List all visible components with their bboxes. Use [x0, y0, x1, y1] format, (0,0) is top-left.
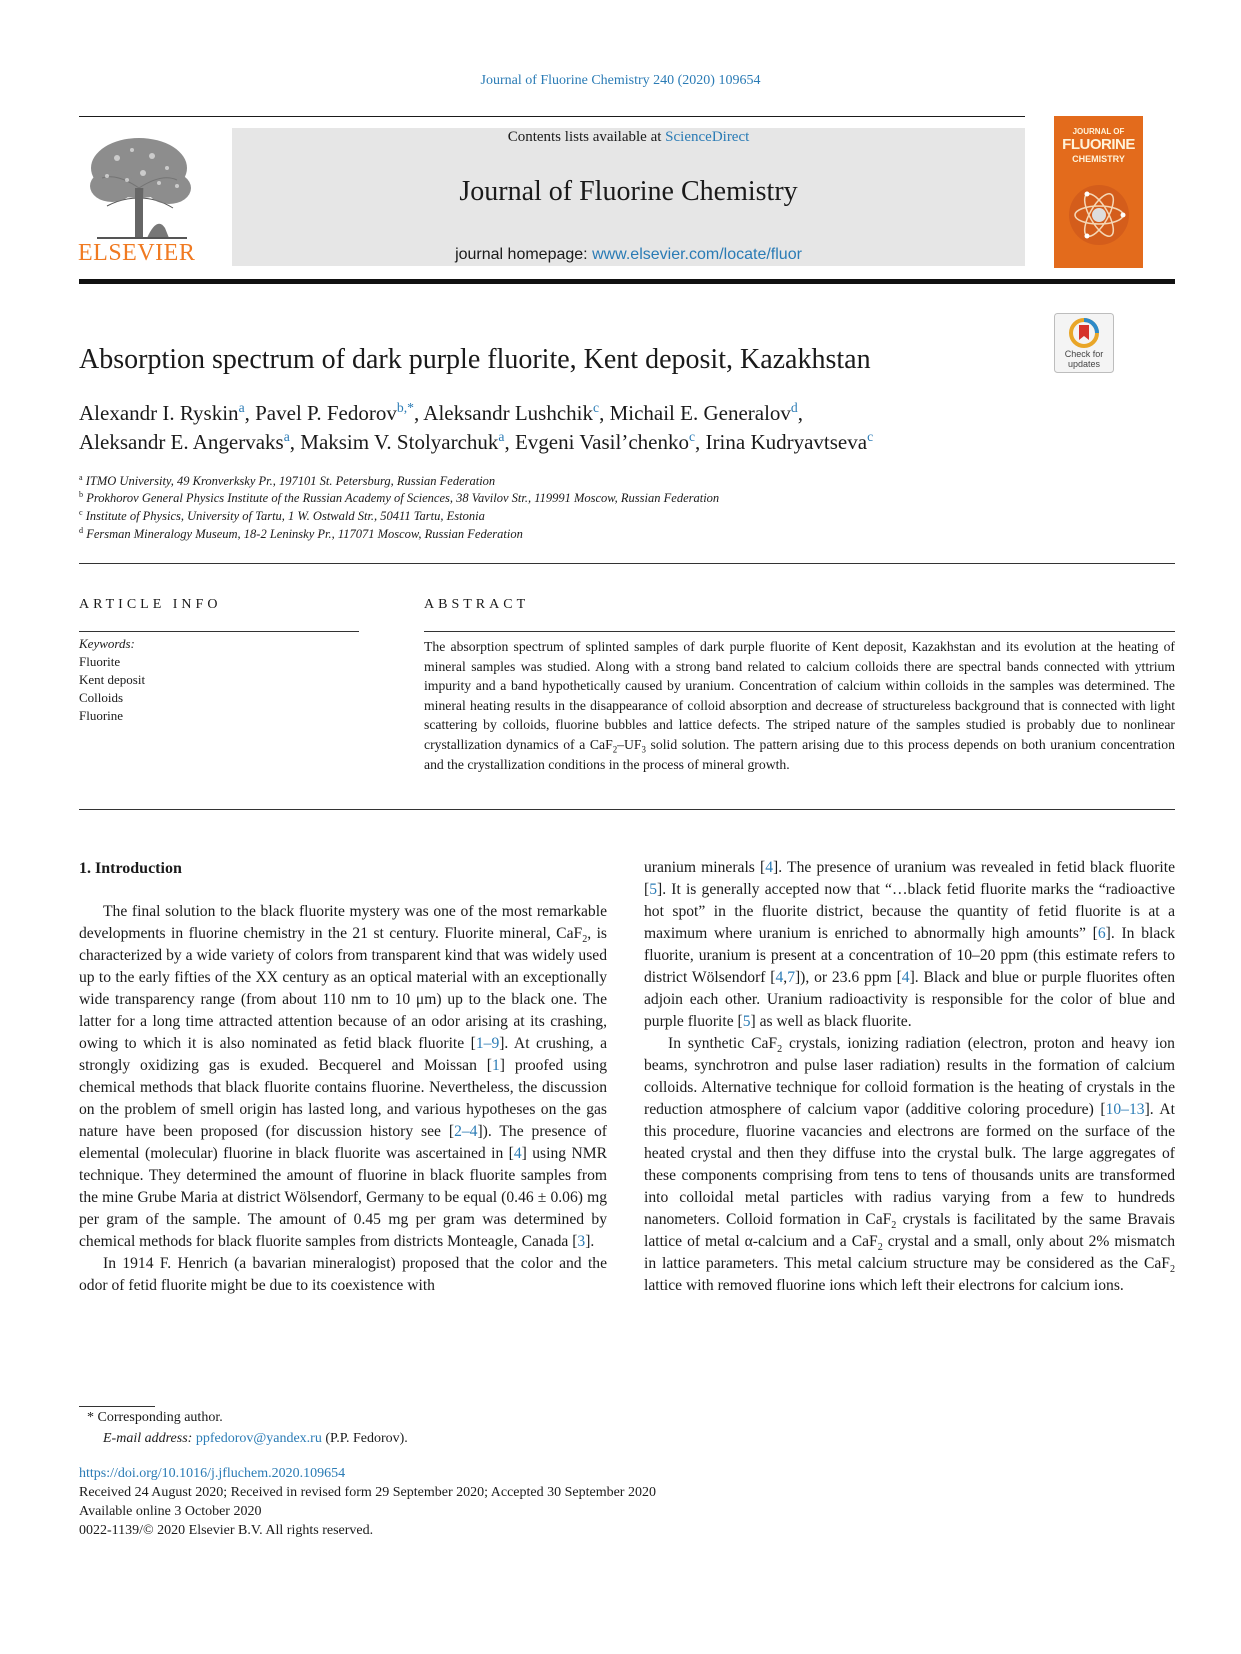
homepage-prefix: journal homepage:: [455, 246, 593, 263]
author-name[interactable]: Maksim V. Stolyarchuk: [300, 430, 499, 454]
affiliation-item: [79, 527, 523, 542]
affiliation-key: d: [79, 525, 84, 535]
cover-title-line2: FLUORINE: [1062, 136, 1135, 153]
article-title: Absorption spectrum of dark purple fluorite, Kent deposit, Kazakhstan: [79, 344, 871, 375]
doi-link[interactable]: https://doi.org/10.1016/j.jfluchem.2020.109654: [79, 1466, 346, 1481]
affiliation-item: [79, 509, 485, 524]
elsevier-wordmark: ELSEVIER: [78, 240, 196, 266]
atom-icon: [1064, 180, 1134, 250]
contents-prefix: Contents lists available at: [507, 129, 666, 145]
abstract-heading: ABSTRACT: [424, 597, 530, 612]
abstract-formula: $CaF_2-UF_3$: [589, 736, 646, 755]
author-name[interactable]: Aleksandr E. Angervaks: [79, 430, 284, 454]
affiliation-item: [79, 491, 719, 506]
crossmark-label: Check for updates: [1064, 349, 1104, 369]
affiliation-text: Prokhorov General Physics Institute of the Russian Academy of Sciences, 38 Vavilov Str., 119991 Moscow, Russian Federation: [86, 491, 720, 505]
author-name[interactable]: Irina Kudryavtseva: [705, 430, 868, 454]
abstract-body: [424, 637, 1175, 774]
author-affiliation-marker[interactable]: c: [593, 400, 600, 415]
footnote-rule: [79, 1406, 155, 1407]
affiliation-text: Institute of Physics, University of Tartu, 1 W. Ostwald Str., 50411 Tartu, Estonia: [85, 509, 485, 523]
body-column-right: [644, 857, 1175, 1297]
received-dates: Received 24 August 2020; Received in revised form 29 September 2020; Accepted 30 September 2020: [79, 1485, 656, 1500]
corresponding-author-note: * Corresponding author.: [87, 1410, 223, 1425]
affiliation-key: b: [79, 489, 84, 499]
author-affiliation-marker[interactable]: b,*: [396, 400, 414, 415]
affiliation-text: Fersman Mineralogy Museum, 18-2 Leninsky Pr., 117071 Moscow, Russian Federation: [86, 527, 523, 541]
abstract-text-part2: solid solution. The pattern arising due to this process depends on both uranium concentration and the crystallization conditions in the process of mineral growth.: [424, 736, 1175, 772]
keywords-label: Keywords:: [79, 636, 135, 651]
journal-reference[interactable]: Journal of Fluorine Chemistry 240 (2020) 109654: [480, 73, 761, 88]
abstract-text-part1: The absorption spectrum of splinted samples of dark purple fluorite of Kent deposit, Kazakhstan and its evolution at the heating of mineral samples was studied. Along with a strong band related to calcium colloids there are spectral bands connected with yttrium impurity and a band hypothetically caused by uranium. Concentration of calcium within colloids in the samples was determined. The mineral heating results in the disappearance of colloid absorption and decrease of structureless background that is connected with light scattering by colloids, fluorine bubbles and lattice defects. The striped nature of the samples studied is probably due to nonlinear crystallization dynamics of a: [424, 639, 1175, 752]
cover-title-line1: JOURNAL OF: [1072, 127, 1125, 136]
author-name[interactable]: Aleksandr Lushchik: [423, 401, 593, 425]
body-paragraph-continued: uranium minerals [4]. The presence of uranium was revealed in fetid black fluorite [5]. It is generally accepted now that “…black fetid fluorite marks the “radioactive hot spot” in the fluorite district, because the quantity of fetid fluorite is at a maximum where uranium is enriched to abnormally high amounts” [6]. In black fluorite, uranium is present at a concentration of 10–20 ppm (this estimate refers to district Wölsendorf [4,7]), or 23.6 ppm [4]. Black and blue or purple fluorites often adjoin each other. Uranium radioactivity is responsible for the color of blue and purple fluorite [5] as well as black fluorite.: [644, 859, 1175, 1030]
author-affiliation-marker[interactable]: a: [238, 400, 245, 415]
body-paragraph: In 1914 F. Henrich (a bavarian mineralogist) proposed that the color and the odor of fetid fluorite might be due to its coexistence with: [79, 1255, 607, 1294]
divider: [79, 809, 1175, 810]
author-affiliation-marker[interactable]: c: [867, 429, 874, 444]
keyword-item: Kent deposit: [79, 672, 146, 687]
divider: [79, 631, 359, 632]
header-rule: [79, 116, 1025, 117]
keyword-item: Fluorine: [79, 708, 124, 723]
available-online: Available online 3 October 2020: [79, 1504, 262, 1519]
affiliation-key: a: [79, 472, 83, 482]
keyword-item: Colloids: [79, 690, 124, 705]
author-affiliation-marker[interactable]: a: [283, 429, 290, 444]
author-name[interactable]: Evgeni Vasil’chenko: [514, 430, 689, 454]
article-info-heading: ARTICLE INFO: [79, 597, 222, 612]
copyright: 0022-1139/© 2020 Elsevier B.V. All rights reserved.: [79, 1523, 374, 1538]
cover-title-line3: CHEMISTRY: [1072, 154, 1125, 164]
email-label: E-mail address:: [103, 1431, 193, 1446]
body-paragraph: The final solution to the black fluorite mystery was one of the most remarkable developments in fluorine chemistry in the 21 st century. Fluorite mineral, CaF$_2$, is characterized by a wide variety of colors from transparent kind that was widely used up to the early fifties of the XX century as an optical material with an exceptionally wide transparency range (from about 110 nm to 10 μm) up to the black one. The latter for a long time attracted attention because of an odor arising at its crashing, owing to which it is also nominated as fetid black fluorite [1–9]. At crushing, a strongly oxidizing gas is exuded. Becquerel and Moissan [1] proofed using chemical methods that black fluorite contains fluorine. Nevertheless, the discussion on the problem of smell origin has lasted long, and various hypotheses on the gas nature have been proposed (for discussion history see [2–4]). The presence of elemental (molecular) fluorine in black fluorite was ascertained in [4] using NMR technique. They determined the amount of fluorine in black fluorite samples from the mine Grube Maria at district Wölsendorf, Germany to be equal (0.46 ± 0.06) mg per gram of the sample. The amount of 0.45 mg per gram was determined by chemical methods for black fluorite samples from districts Monteagle, Canada [3].: [79, 903, 607, 1250]
author-affiliation-marker[interactable]: d: [790, 400, 798, 415]
affiliation-key: c: [79, 507, 83, 517]
affiliation-text: ITMO University, 49 Kronverksky Pr., 197101 St. Petersburg, Russian Federation: [85, 474, 496, 488]
author-name[interactable]: Pavel P. Fedorov: [255, 401, 397, 425]
homepage-link[interactable]: www.elsevier.com/locate/fluor: [592, 246, 802, 263]
divider: [424, 631, 1175, 632]
author-name[interactable]: Alexandr I. Ryskin: [79, 401, 239, 425]
author-affiliation-marker[interactable]: c: [688, 429, 696, 444]
body-paragraph: In synthetic CaF$_2$ crystals, ionizing radiation (electron, proton and heavy ion beams, synchrotron and pulse laser radiation) results in the formation of calcium colloids. Alternative technique for colloid formation is the heating of crystals in the reduction atmosphere of calcium vapor (additive coloring procedure) [10–13]. At this procedure, fluorine vacancies and electrons are formed on the surface of the heated crystal and then they diffuse into the crystal bulk. The large aggregates of these components comprising from tens to tens of thousands units are transformed into colloidal metal particles with radius varying from a few to hundreds nanometers. Colloid formation in CaF$_2$ crystals is facilitated by the same Bravais lattice of metal α-calcium and a CaF$_2$ crystal and a small, only about 2% mismatch in lattice parameters. This metal calcium structure may be considered as the CaF$_2$ lattice with removed fluorine ions which left their electrons for calcium ions.: [644, 1035, 1175, 1294]
email-note: [103, 1431, 408, 1447]
keyword-item: Fluorite: [79, 654, 121, 669]
contents-line: [232, 129, 1025, 146]
homepage-line: [232, 246, 1025, 264]
sciencedirect-link[interactable]: ScienceDirect: [665, 129, 750, 145]
email-owner: (P.P. Fedorov).: [321, 1431, 408, 1446]
section-heading-introduction: 1. Introduction: [79, 860, 182, 877]
author-affiliation-marker[interactable]: a: [498, 429, 505, 444]
author-list-line2: Aleksandr E. Angervaks$^a$, Maksim V. Stolyarchuk$^a$, Evgeni Vasil’chenko$^c$, Irina Kudryavtseva$^c$: [79, 429, 874, 454]
affiliation-item: [79, 474, 495, 489]
body-column-left: [79, 901, 607, 1297]
divider: [79, 563, 1175, 564]
author-list-line1: Alexandr I. Ryskin$^a$, Pavel P. Fedorov$^{b,*}$, Aleksandr Lushchik$^c$, Michail E. Generalov$^d$,: [79, 400, 803, 425]
journal-name: Journal of Fluorine Chemistry: [459, 176, 798, 207]
email-link[interactable]: ppfedorov@yandex.ru: [195, 1431, 322, 1446]
author-name[interactable]: Michail E. Generalov: [609, 401, 791, 425]
header-thick-rule: [79, 279, 1175, 284]
